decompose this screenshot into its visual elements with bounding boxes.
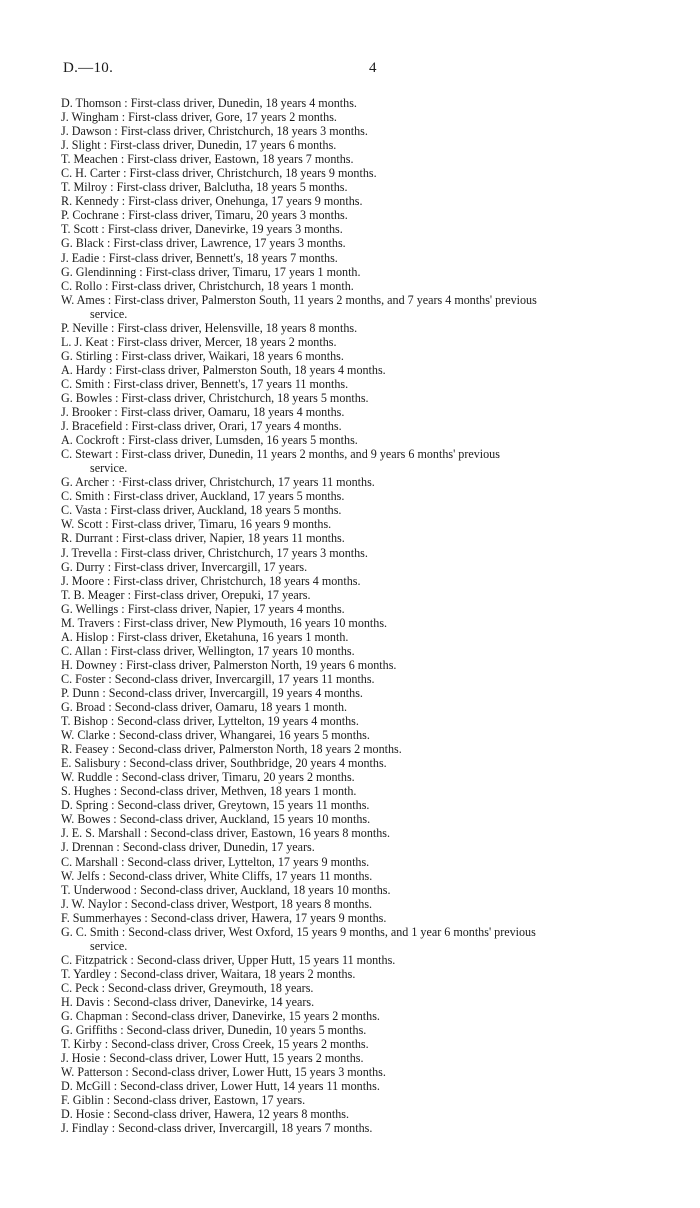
driver-entry [61,546,675,560]
driver-detail: First-class driver, Danevirke, 19 years 3 months. [107,222,343,237]
driver-name: G. Wellings [61,601,119,616]
driver-name: W. Clarke [61,728,110,743]
driver-name: T. Milroy [61,180,108,195]
name-separator: : [116,657,127,672]
driver-name: P. Cochrane [61,208,119,223]
driver-detail: Second-class driver, Lower Hutt, 15 years 3 months. [131,1065,386,1080]
driver-entry [61,194,675,208]
driver-detail: Second-class driver, Lower Hutt, 14 years 11 months. [120,1079,380,1094]
driver-detail: First-class driver, Timaru, 20 years 3 months. [128,208,348,223]
driver-entry [61,897,675,911]
driver-name: W. Scott [61,517,103,532]
name-separator: : [99,250,109,265]
name-separator: : [110,966,121,981]
name-separator: : [106,362,116,377]
name-separator: : [117,152,128,167]
driver-detail: Second-class driver, Oamaru, 18 years 1 month. [114,700,348,715]
driver-name: A. Hislop [61,629,109,644]
driver-name: F. Summerhayes [61,910,142,925]
name-separator: : [105,671,115,686]
driver-detail: First-class driver, Orari, 17 years 4 months. [131,419,342,434]
name-separator: : [110,812,120,827]
driver-detail: Second-class driver, Greytown, 15 years 11 months. [117,798,370,813]
name-separator: : [112,348,122,363]
name-separator: : [105,700,115,715]
name-separator: : [107,180,117,195]
name-separator: : [101,1037,112,1052]
driver-detail: First-class driver, Wellington, 17 years 10 months. [110,643,355,658]
name-separator: : [108,1121,119,1136]
driver-name: W. Ames [61,292,105,307]
driver-entry [61,602,675,616]
driver-entry [61,967,675,981]
driver-entry [61,840,675,854]
driver-name: J. Drennan [61,840,114,855]
driver-name: J. Findlay [61,1121,109,1136]
name-separator: : [101,643,111,658]
name-separator: : [108,629,118,644]
driver-detail: Second-class driver, Southbridge, 20 years 4 months. [129,756,387,771]
driver-name: S. Hughes [61,784,111,799]
driver-name: C. Foster [61,671,106,686]
driver-entry [61,405,675,419]
driver-entry [61,503,675,517]
driver-entry [61,391,675,405]
driver-entry [61,279,675,293]
name-separator: : [130,882,141,897]
driver-entry [61,1065,675,1079]
driver-entry [61,714,675,728]
name-separator: : [141,910,151,925]
driver-name: T. Meachen [61,152,118,167]
driver-detail: Second-class driver, Auckland, 18 years 10 months. [140,882,391,897]
driver-detail: Second-class driver, Invercargill, 18 years 7 months. [118,1121,373,1136]
driver-name: G. Broad [61,700,106,715]
name-separator: : [104,559,115,574]
driver-entry [61,1093,675,1107]
driver-entry [61,574,675,588]
driver-entry [61,517,675,531]
driver-entry [61,222,675,236]
driver-name: H. Downey [61,657,117,672]
driver-name: J. W. Naylor [61,896,122,911]
driver-entry [61,728,675,742]
driver-entry [61,672,675,686]
name-separator: : [127,952,137,967]
name-separator: : [114,615,124,630]
driver-name: G. Black [61,236,104,251]
driver-name: C. Smith [61,489,105,504]
driver-entry [61,1023,675,1037]
driver-detail: Second-class driver, Dunedin, 10 years 5 months. [126,1023,367,1038]
driver-entry [61,1051,675,1065]
driver-detail: First-class driver, Christchurch, 18 years 4 months. [113,573,361,588]
driver-detail: First-class driver, Eketahuna, 16 years 1 month. [117,629,349,644]
driver-name: G. C. Smith [61,924,119,939]
driver-detail: First-class driver, Bennett's, 18 years 7 months. [108,250,338,265]
driver-name: T. Underwood [61,882,131,897]
driver-name: L. J. Keat [61,334,109,349]
name-separator: : [120,756,130,771]
name-separator: : [118,194,129,209]
driver-detail: Second-class driver, Invercargill, 17 years 11 months. [114,671,375,686]
driver-detail: First-class driver, Timaru, 16 years 9 months. [111,517,332,532]
driver-entry [61,644,675,658]
driver-name: C. Fitzpatrick [61,952,128,967]
driver-name: J. Trevella [61,545,112,560]
driver-entry [61,560,675,574]
name-separator: : [112,770,122,785]
driver-detail: Second-class driver, Dunedin, 17 years. [122,840,315,855]
name-separator: : [108,334,118,349]
name-separator: : [107,714,118,729]
driver-entry [61,166,675,180]
driver-detail: First-class driver, Dunedin, 17 years 6 months. [110,138,337,153]
driver-name: G. Archer [61,475,109,490]
driver-detail: First-class driver, Orepuki, 17 years. [134,587,311,602]
driver-name: R. Feasey [61,742,109,757]
driver-entry [61,180,675,194]
driver-name: J. Moore [61,573,104,588]
name-separator: : [99,1051,110,1066]
driver-name: J. Hosie [61,1051,100,1066]
driver-name: W. Bowes [61,812,111,827]
driver-name: C. Marshall [61,854,119,869]
driver-detail: Second-class driver, Lower Hutt, 15 years 2 months. [109,1051,364,1066]
driver-entry [61,784,675,798]
driver-detail: Second-class driver, Timaru, 20 years 2 months. [121,770,355,785]
driver-detail: Second-class driver, Methven, 18 years 1 month. [120,784,357,799]
name-separator: : [118,924,129,939]
driver-entry [61,1107,675,1121]
driver-detail: Second-class driver, Eastown, 16 years 8 months. [150,826,391,841]
driver-name: T. Kirby [61,1037,102,1052]
driver-entry [61,152,675,166]
driver-detail-continuation: service. [90,461,128,476]
document-reference: D.—10. [63,60,114,76]
driver-entry [61,321,675,335]
name-separator: : [104,995,114,1009]
driver-name: J. Dawson [61,124,112,139]
driver-name: C. Peck [61,980,99,995]
driver-entry [61,475,675,489]
name-separator: : [113,840,123,855]
driver-detail: First-class driver, Napier, 17 years 4 months. [127,601,345,616]
driver-detail: Second-class driver, Cross Creek, 15 years 2 months. [111,1037,369,1052]
driver-entry [61,251,675,265]
name-separator: : [98,980,109,995]
driver-detail: Second-class driver, Hawera, 17 years 9 months. [150,910,387,925]
driver-entry [61,742,675,756]
driver-name: C. Rollo [61,278,102,293]
driver-detail: First-class driver, Invercargill, 17 years. [114,559,308,574]
driver-detail: First-class driver, Palmerston South, 18 years 4 months. [115,362,386,377]
driver-entry [61,588,675,602]
name-separator: : [104,1107,114,1122]
driver-detail: Second-class driver, Westport, 18 years 8 months. [130,896,373,911]
driver-name: F. Giblin [61,1093,104,1108]
name-separator: : [122,1009,132,1024]
driver-detail-continuation: service. [90,938,128,953]
driver-entry [61,208,675,222]
driver-name: H. Davis [61,995,104,1009]
name-separator: : [108,798,118,813]
driver-list [61,96,675,1135]
name-separator: : [101,503,111,518]
name-separator: : [104,236,114,251]
driver-name: J. Eadie [61,250,100,265]
driver-detail: First-class driver, Christchurch, 18 years 9 months. [129,166,377,181]
name-separator: : [111,405,121,420]
name-separator: : [118,110,129,125]
name-separator: : [140,826,151,841]
driver-name: C. Smith [61,376,105,391]
driver-detail: Second-class driver, Waitara, 18 years 2 months. [120,966,356,981]
driver-detail: Second-class driver, West Oxford, 15 years 9 months, and 1 year 6 months' previous [128,924,536,939]
name-separator: : [104,292,115,307]
driver-detail: First-class driver, Balclutha, 18 years 5 months. [116,180,348,195]
name-separator: : [118,208,129,223]
driver-entry [61,630,675,644]
driver-name: C. H. Carter [61,166,121,181]
driver-entry [61,110,675,124]
driver-name: P. Dunn [61,685,100,700]
driver-detail: First-class driver, Waikari, 18 years 6 months. [121,348,344,363]
name-separator: : [117,1023,127,1038]
driver-detail: First-class driver, Christchurch, 18 years 3 months. [120,124,368,139]
driver-name: A. Cockroft [61,433,119,448]
name-separator: : [136,264,146,279]
driver-detail-continuation: service. [90,306,128,321]
driver-name: W. Jelfs [61,868,100,883]
driver-name: A. Hardy [61,362,107,377]
driver-detail: First-class driver, Timaru, 17 years 1 month. [145,264,361,279]
name-separator: : [122,419,132,434]
name-separator: : [104,489,114,504]
driver-detail: Second-class driver, Palmerston North, 18 years 2 months. [118,742,402,757]
name-separator: : [104,376,114,391]
driver-detail: First-class driver, Onehunga, 17 years 9 months. [128,194,363,209]
driver-name: C. Stewart [61,447,113,462]
name-separator: : [110,1079,121,1094]
driver-detail: First-class driver, Lawrence, 17 years 3 months. [113,236,346,251]
driver-name: G. Glendinning [61,264,137,279]
driver-detail: First-class driver, Oamaru, 18 years 4 months. [120,405,345,420]
name-separator: : [110,784,121,799]
driver-detail: First-class driver, Gore, 17 years 2 months. [128,110,337,125]
driver-name: P. Neville [61,320,109,335]
driver-detail: Second-class driver, Lyttelton, 17 years 9 months. [127,854,370,869]
driver-detail: First-class driver, Bennett's, 17 years 11 months. [113,376,349,391]
driver-entry [61,1121,675,1135]
name-separator: : [108,475,119,490]
driver-entry [61,981,675,995]
driver-entry [61,236,675,250]
driver-entry [61,700,675,714]
name-separator: : [100,138,111,153]
driver-name: G. Griffiths [61,1023,118,1038]
driver-entry [61,138,675,152]
name-separator: : [118,854,128,869]
driver-name: J. Wingham [61,110,119,125]
driver-detail: First-class driver, Christchurch, 18 years 1 month. [111,278,354,293]
driver-detail: First-class driver, Palmerston South, 11 years 2 months, and 7 years 4 months' previous [114,292,537,307]
driver-entry [61,953,675,967]
driver-name: T. Bishop [61,714,108,729]
name-separator: : [109,728,120,743]
driver-detail: Second-class driver, Whangarei, 16 years 5 months. [119,728,370,743]
driver-detail: First-class driver, Napier, 18 years 11 months. [122,531,345,546]
name-separator: : [120,166,130,181]
driver-detail: Second-class driver, Upper Hutt, 15 years 11 months. [136,952,396,967]
driver-entry [61,1079,675,1093]
driver-entry [61,869,675,883]
driver-name: T. B. Meager [61,587,125,602]
driver-entry [61,883,675,897]
name-separator: : [118,601,128,616]
name-separator: : [121,96,131,110]
driver-entry [61,349,675,363]
driver-entry [61,531,675,545]
driver-entry [61,433,675,447]
driver-detail: First-class driver, Helensville, 18 years 8 months. [117,320,358,335]
driver-entry [61,798,675,812]
driver-name: D. Hosie [61,1107,104,1122]
driver-name: J. Brooker [61,405,112,420]
name-separator: : [121,896,131,911]
driver-entry [61,855,675,869]
name-separator: : [112,447,122,462]
driver-entry [61,363,675,377]
driver-entry [61,826,675,840]
name-separator: : [108,320,118,335]
name-separator: : [98,222,108,237]
driver-entry [61,293,675,321]
driver-entry [61,756,675,770]
driver-detail: First-class driver, Auckland, 18 years 5 months. [110,503,342,518]
driver-name: J. E. S. Marshall [61,826,141,841]
name-separator: : [124,587,135,602]
driver-detail: First-class driver, Dunedin, 18 years 4 months. [130,96,357,110]
driver-name: G. Chapman [61,1009,123,1024]
driver-name: J. Slight [61,138,101,153]
driver-entry [61,377,675,391]
driver-entry [61,124,675,138]
driver-entry [61,1037,675,1051]
driver-entry [61,447,675,475]
driver-name: D. McGill [61,1079,111,1094]
driver-name: R. Durrant [61,531,113,546]
driver-detail: Second-class driver, Auckland, 15 years 10 months. [119,812,371,827]
driver-name: G. Stirling [61,348,113,363]
driver-name: T. Scott [61,222,99,237]
driver-detail: First-class driver, Christchurch, 17 years 3 months. [120,545,368,560]
name-separator: : [112,531,123,546]
name-separator: : [111,124,121,139]
driver-entry [61,335,675,349]
driver-detail: First-class driver, Mercer, 18 years 2 months. [117,334,337,349]
driver-entry [61,265,675,279]
name-separator: : [112,390,122,405]
driver-name: D. Spring [61,798,109,813]
driver-entry [61,995,675,1009]
driver-detail: Second-class driver, White Cliffs, 17 years 11 months. [108,868,373,883]
driver-name: E. Salisbury [61,756,121,771]
name-separator: : [102,517,112,532]
name-separator: : [108,742,119,757]
name-separator: : [103,1093,114,1108]
driver-name: C. Allan [61,643,102,658]
driver-entry [61,812,675,826]
driver-name: G. Durry [61,559,105,574]
driver-detail: First-class driver, Lumsden, 16 years 5 months. [128,433,358,448]
driver-entry [61,770,675,784]
driver-detail: First-class driver, Dunedin, 11 years 2 months, and 9 years 6 months' previous [121,447,500,462]
driver-entry [61,1009,675,1023]
driver-entry [61,96,675,110]
driver-name: M. Travers [61,615,115,630]
driver-detail: Second-class driver, Greymouth, 18 years. [108,980,314,995]
driver-detail: First-class driver, Eastown, 18 years 7 months. [127,152,354,167]
driver-name: J. Bracefield [61,419,123,434]
driver-detail: First-class driver, Auckland, 17 years 5 months. [113,489,345,504]
name-separator: : [104,573,114,588]
driver-entry [61,489,675,503]
driver-detail: Second-class driver, Danevirke, 15 years 2 months. [131,1009,380,1024]
name-separator: : [99,868,109,883]
driver-detail: Second-class driver, Danevirke, 14 years. [113,995,315,1009]
driver-detail: First-class driver, Palmerston North, 19 years 6 months. [126,657,397,672]
driver-detail: Second-class driver, Lyttelton, 19 years 4 months. [117,714,359,729]
page-number: 4 [369,60,377,76]
driver-detail: Second-class driver, Eastown, 17 years. [113,1093,306,1108]
driver-entry [61,686,675,700]
driver-detail: First-class driver, Christchurch, 18 years 5 months. [121,390,369,405]
driver-entry [61,616,675,630]
driver-entry [61,911,675,925]
driver-detail: Second-class driver, Hawera, 12 years 8 months. [113,1107,350,1122]
driver-name: T. Yardley [61,966,111,981]
driver-detail: First-class driver, New Plymouth, 16 years 10 months. [123,615,388,630]
name-separator: : [122,1065,132,1080]
driver-name: C. Vasta [61,503,102,518]
driver-entry [61,925,675,953]
name-separator: : [99,685,109,700]
name-separator: : [102,278,112,293]
name-separator: : [118,433,129,448]
driver-name: G. Bowles [61,390,113,405]
driver-name: D. Thomson [61,96,122,110]
page-header [63,60,393,80]
driver-detail: ·First-class driver, Christchurch, 17 years 11 months. [118,475,375,490]
driver-entry [61,419,675,433]
driver-name: W. Ruddle [61,770,113,785]
driver-entry [61,658,675,672]
driver-detail: Second-class driver, Invercargill, 19 years 4 months. [108,685,363,700]
driver-name: R. Kennedy [61,194,119,209]
driver-name: W. Patterson [61,1065,123,1080]
name-separator: : [111,545,121,560]
